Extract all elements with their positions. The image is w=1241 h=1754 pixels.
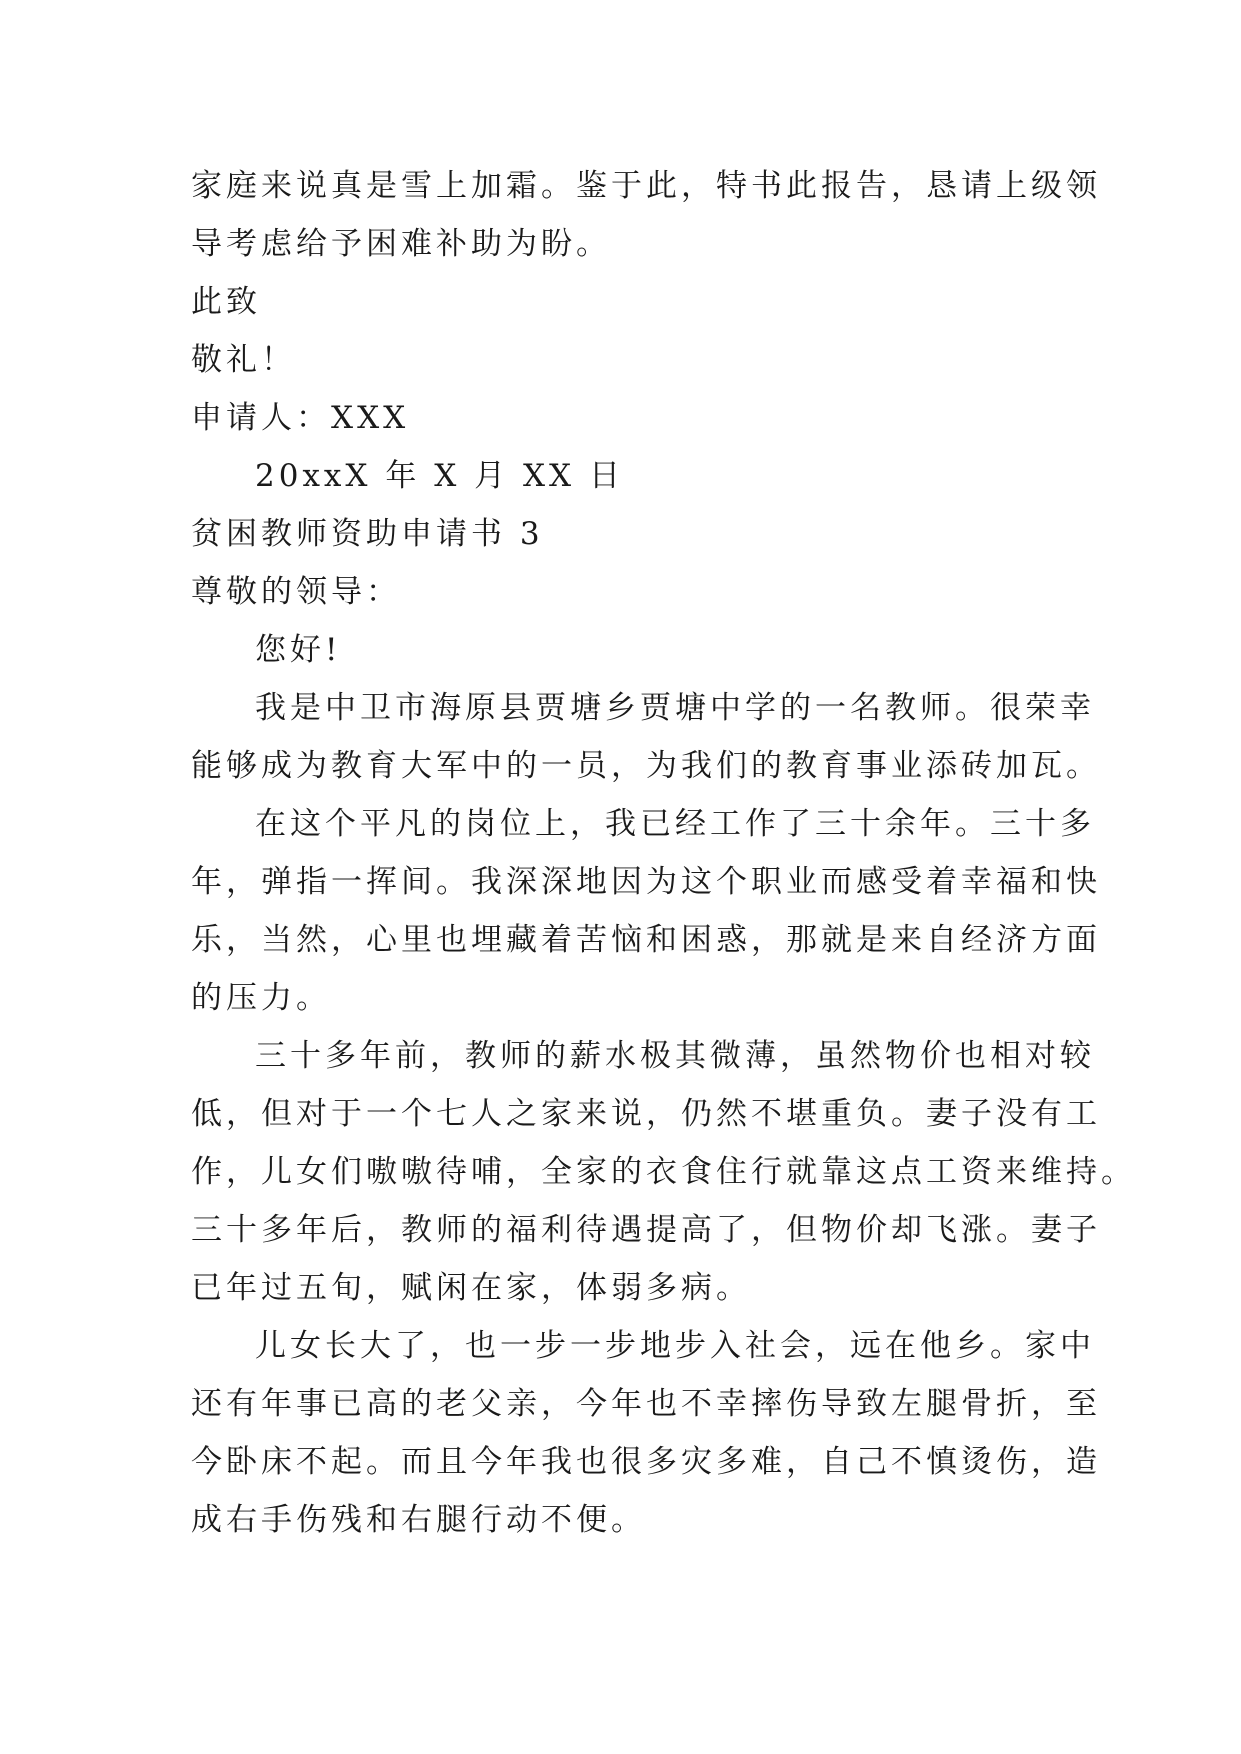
text-line: 成右手伤残和右腿行动不便。 <box>191 1502 646 1538</box>
text-line: 导考虑给予困难补助为盼。 <box>191 226 611 262</box>
text-line: 能够成为教育大军中的一员，为我们的教育事业添砖加瓦。 <box>191 748 1101 784</box>
text-line: 在这个平凡的岗位上，我已经工作了三十余年。三十多 <box>255 806 1095 842</box>
text-line: 作，儿女们嗷嗷待哺，全家的衣食住行就靠这点工资来维持。 <box>191 1154 1136 1190</box>
text-line: 三十多年后，教师的福利待遇提高了，但物价却飞涨。妻子 <box>191 1212 1101 1248</box>
applicant-name: 申请人：XXX <box>191 400 410 436</box>
paragraph-2 <box>191 795 1101 1027</box>
text-line: 儿女长大了，也一步一步地步入社会，远在他乡。家中 <box>255 1328 1095 1364</box>
text-line: 年，弹指一挥间。我深深地因为这个职业而感受着幸福和快 <box>191 864 1101 900</box>
closing-regards: 敬礼！ <box>191 342 296 378</box>
application-date: 20xxX 年 X 月 XX 日 <box>255 458 624 494</box>
text-line: 还有年事已高的老父亲，今年也不幸摔伤导致左腿骨折，至 <box>191 1386 1101 1422</box>
text-line: 低，但对于一个七人之家来说，仍然不堪重负。妻子没有工 <box>191 1096 1101 1132</box>
paragraph-continuation <box>191 157 1101 273</box>
document-title: 贫困教师资助申请书 3 <box>191 516 544 552</box>
text-line: 今卧床不起。而且今年我也很多灾多难，自己不慎烫伤，造 <box>191 1444 1101 1480</box>
paragraph-1 <box>191 679 1101 795</box>
paragraph-4 <box>191 1317 1101 1549</box>
closing-line: 此致 <box>191 284 261 320</box>
salutation: 尊敬的领导： <box>191 574 401 610</box>
greeting: 您好! <box>255 632 342 668</box>
paragraph-3 <box>191 1027 1136 1317</box>
text-line: 乐，当然，心里也埋藏着苦恼和困惑，那就是来自经济方面 <box>191 922 1101 958</box>
text-line: 我是中卫市海原县贾塘乡贾塘中学的一名教师。很荣幸 <box>255 690 1095 726</box>
text-line: 已年过五旬，赋闲在家，体弱多病。 <box>191 1270 751 1306</box>
text-line: 三十多年前，教师的薪水极其微薄，虽然物价也相对较 <box>255 1038 1095 1074</box>
document-body <box>191 157 1136 1549</box>
text-line: 家庭来说真是雪上加霜。鉴于此，特书此报告，恳请上级领 <box>191 168 1101 204</box>
text-line: 的压力。 <box>191 980 331 1016</box>
